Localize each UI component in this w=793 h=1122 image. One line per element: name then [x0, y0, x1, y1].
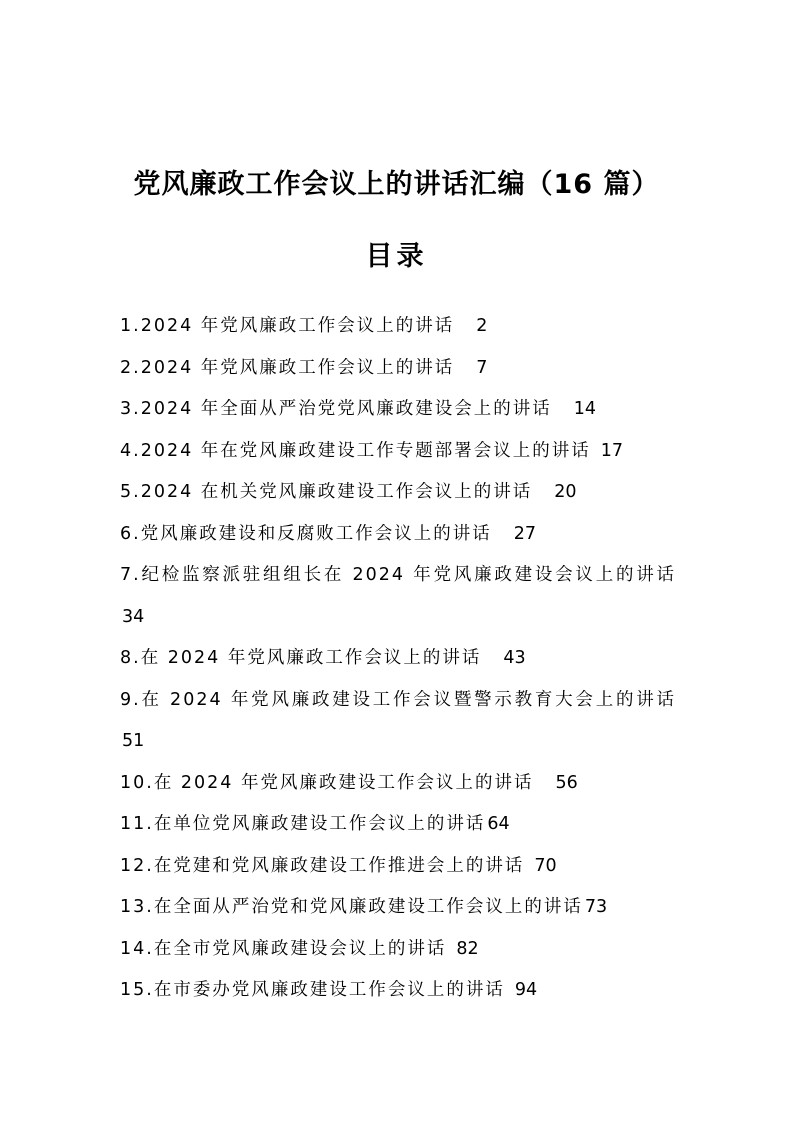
toc-entry[interactable]: [120, 763, 676, 805]
toc-entry-title: 1.2024 年党风廉政工作会议上的讲话: [120, 316, 455, 336]
toc-entry[interactable]: [120, 306, 676, 348]
toc-entry-page: 51: [122, 731, 145, 751]
toc-entry-title: 5.2024 在机关党风廉政建设工作会议上的讲话: [120, 482, 533, 502]
toc-entry-page: 94: [514, 980, 538, 1000]
toc-heading: 目录: [365, 241, 428, 272]
toc-entry[interactable]: [120, 389, 676, 431]
toc-entry-page: 2: [476, 316, 488, 336]
toc-entry[interactable]: [120, 804, 676, 846]
toc-entry-page: 70: [534, 855, 557, 876]
toc-entry-page: 56: [555, 772, 578, 793]
toc-entry-title: 6.党风廉政建设和反腐败工作会议上的讲话: [120, 523, 492, 544]
table-of-contents: [120, 306, 676, 1012]
toc-entry[interactable]: [120, 472, 676, 514]
document-title: 党风廉政工作会议上的讲话汇编（16 篇）: [133, 169, 660, 200]
toc-entry-title: 12.在党建和党风廉政建设工作推进会上的讲话: [120, 855, 525, 876]
toc-entry[interactable]: [120, 680, 676, 763]
toc-entry-title: 8.在 2024 年党风廉政工作会议上的讲话: [120, 648, 482, 668]
toc-entry-page: 73: [584, 897, 608, 917]
toc-entry-page: 17: [600, 440, 624, 461]
toc-entry-title: 4.2024 年在党风廉政建设工作专题部署会议上的讲话: [120, 440, 591, 461]
toc-entry[interactable]: [120, 846, 676, 888]
toc-entry[interactable]: [120, 929, 676, 971]
toc-entry[interactable]: [120, 431, 676, 473]
toc-entry-page: 20: [554, 482, 577, 502]
toc-entry-title: 3.2024 年全面从严治党党风廉政建设会上的讲话: [120, 399, 552, 419]
toc-entry-title: 11.在单位党风廉政建设工作会议上的讲话: [120, 814, 486, 834]
toc-entry[interactable]: [120, 348, 676, 390]
toc-entry-title: 9.在 2024 年党风廉政建设工作会议暨警示教育大会上的讲话: [120, 689, 676, 710]
toc-entry-title: 13.在全面从严治党和党风廉政建设工作会议上的讲话: [120, 897, 583, 917]
toc-entry-page: 43: [503, 648, 526, 668]
toc-entry-page: 27: [513, 523, 536, 544]
toc-entry[interactable]: [120, 555, 676, 638]
toc-entry-title: 15.在市委办党风廉政建设工作会议上的讲话: [120, 980, 505, 1000]
toc-entry-title: 2.2024 年党风廉政工作会议上的讲话: [120, 357, 455, 378]
toc-entry-title: 7.纪检监察派驻组组长在 2024 年党风廉政建设会议上的讲话: [120, 565, 676, 585]
toc-entry[interactable]: [120, 970, 676, 1012]
toc-entry[interactable]: [120, 887, 676, 929]
toc-entry-page: 82: [456, 938, 479, 959]
toc-entry-title: 10.在 2024 年党风廉政建设工作会议上的讲话: [120, 772, 534, 793]
toc-entry-title: 14.在全市党风廉政建设会议上的讲话: [120, 938, 447, 959]
toc-entry-page: 64: [487, 814, 510, 834]
toc-entry-page: 7: [476, 357, 488, 378]
toc-entry-page: 34: [122, 606, 145, 627]
toc-entry[interactable]: [120, 638, 676, 680]
toc-entry[interactable]: [120, 514, 676, 556]
toc-entry-page: 14: [573, 399, 597, 419]
